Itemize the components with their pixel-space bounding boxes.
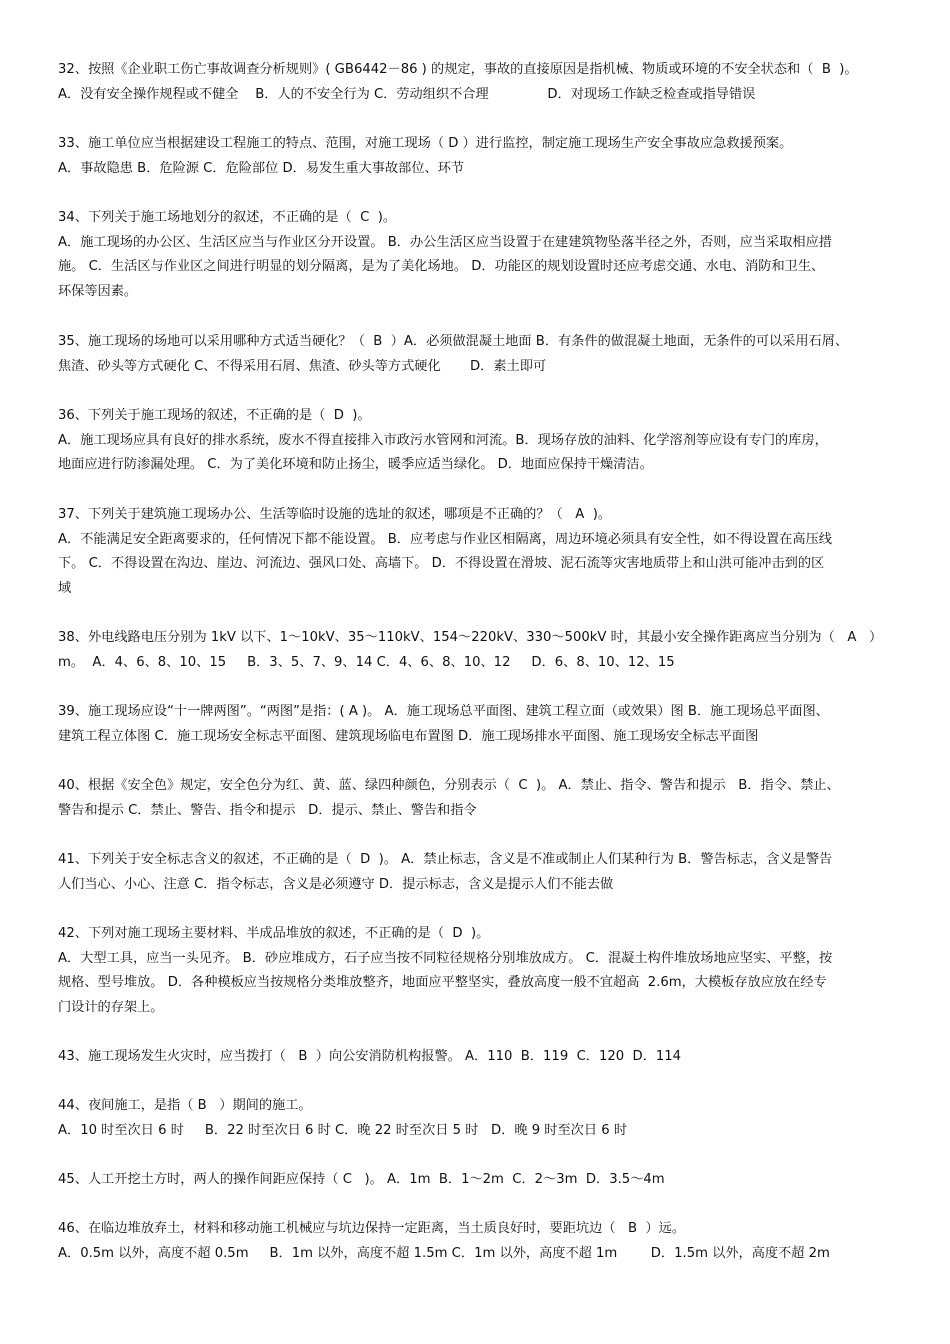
question-line: A．没有安全操作规程或不健全 B．人的不安全行为 C．劳动组织不合理 D．对现场工作缺乏检查或指导错误: [58, 86, 756, 102]
question-46: [58, 1217, 900, 1266]
question-line: 34、下列关于施工场地划分的叙述，不正确的是（ C )。: [58, 210, 397, 225]
question-39: [58, 700, 900, 749]
question-line: 42、下列对施工现场主要材料、半成品堆放的叙述，不正确的是（ D )。: [58, 926, 490, 941]
question-36: [58, 404, 900, 478]
question-line: 环保等因素。: [58, 283, 138, 299]
question-32: [58, 58, 900, 107]
question-line: 45、人工开挖土方时，两人的操作间距应保持（ C )。 A．1m B．1～2m C．2～3m D．3.5～4m: [58, 1172, 665, 1187]
question-line: 焦渣、砂头等方式硬化 C、不得采用石屑、焦渣、砂头等方式硬化 D．素土即可: [58, 358, 547, 374]
question-38: [58, 626, 900, 675]
question-line: 46、在临边堆放弃土，材料和移动施工机械应与坑边保持一定距离，当土质良好时，要距坑边（ B ）远。: [58, 1221, 686, 1236]
question-45: [58, 1168, 900, 1193]
question-line: 33、施工单位应当根据建设工程施工的特点、范围，对施工现场（ D ）进行监控，制定施工现场生产安全事故应急救援预案。: [58, 136, 793, 151]
question-line: 施。 C．生活区与作业区之间进行明显的划分隔离，是为了美化场地。 D．功能区的规划设置时还应考虑交通、水电、消防和卫生、: [58, 259, 825, 275]
question-line: 建筑工程立体图 C．施工现场安全标志平面图、建筑现场临电布置图 D．施工现场排水平面图、施工现场安全标志平面图: [58, 728, 759, 744]
question-line: 人们当心、小心、注意 C．指令标志，含义是必须遵守 D．提示标志，含义是提示人们不能去做: [58, 876, 614, 892]
question-43: [58, 1045, 900, 1070]
question-line: m。 A．4、6、8、10、15 B．3、5、7、9、14 C．4、6、8、10、12 D．6、8、10、12、15: [58, 654, 675, 670]
question-44: [58, 1094, 900, 1143]
question-line: A．0.5m 以外，高度不超 0.5m B．1m 以外，高度不超 1.5m C．1m 以外，高度不超 1m D．1.5m 以外，高度不超 2m: [58, 1245, 830, 1261]
question-33: [58, 132, 900, 181]
question-41: [58, 848, 900, 897]
question-line: 32、按照《企业职工伤亡事故调查分析规则》( GB6442－86 ) 的规定，事故的直接原因是指机械、物质或环境的不安全状态和（ B )。: [58, 62, 858, 77]
question-line: 36、下列关于施工现场的叙述，不正确的是（ D )。: [58, 408, 371, 423]
question-line: 43、施工现场发生火灾时，应当拨打（ B ）向公安消防机构报警。 A．110 B．119 C．120 D．114: [58, 1049, 682, 1064]
question-line: 44、夜间施工，是指（ B ）期间的施工。: [58, 1098, 312, 1113]
question-line: 40、根据《安全色》规定，安全色分为红、黄、蓝、绿四种颜色，分别表示（ C )。 A．禁止、指令、警告和提示 B．指令、禁止、: [58, 778, 840, 793]
question-line: 域: [58, 580, 72, 596]
question-line: A．施工现场的办公区、生活区应当与作业区分开设置。 B．办公生活区应当设置于在建建筑物坠落半径之外，否则，应当采取相应措: [58, 234, 832, 250]
question-line: 41、下列关于安全标志含义的叙述，不正确的是（ D )。 A．禁止标志，含义是不准或制止人们某种行为 B．警告标志，含义是警告: [58, 852, 833, 867]
question-line: 规格、型号堆放。 D．各种模板应当按规格分类堆放整齐，地面应平整坚实，叠放高度一般不宜超高 2.6m，大模板存放应放在经专: [58, 975, 827, 991]
question-line: A．事故隐患 B．危险源 C．危险部位 D．易发生重大事故部位、环节: [58, 160, 465, 176]
question-34: [58, 206, 900, 304]
question-line: A．施工现场应具有良好的排水系统，废水不得直接排入市政污水管网和河流。B．现场存放的油料、化学溶剂等应设有专门的库房，: [58, 432, 828, 448]
question-line: A．10 时至次日 6 时 B．22 时至次日 6 时 C．晚 22 时至次日 5 时 D．晚 9 时至次日 6 时: [58, 1122, 628, 1138]
question-line: 警告和提示 C．禁止、警告、指令和提示 D．提示、禁止、警告和指令: [58, 802, 477, 818]
question-42: [58, 922, 900, 1020]
question-line: A．不能满足安全距离要求的，任何情况下都不能设置。 B．应考虑与作业区相隔离，周边环境必须具有安全性，如不得设置在高压线: [58, 531, 832, 547]
question-line: 38、外电线路电压分别为 1kV 以下、1～10kV、35～110kV、154～220kV、330～500kV 时，其最小安全操作距离应当分别为（ A ）: [58, 630, 883, 645]
question-line: 下。 C．不得设置在沟边、崖边、河流边、强风口处、高墙下。 D．不得设置在滑坡、泥石流等灾害地质带上和山洪可能冲击到的区: [58, 556, 825, 572]
question-37: [58, 503, 900, 601]
question-line: 37、下列关于建筑施工现场办公、生活等临时设施的选址的叙述，哪项是不正确的？（ A )。: [58, 507, 612, 522]
question-40: [58, 774, 900, 823]
question-line: 35、施工现场的场地可以采用哪种方式适当硬化？（ B ）A．必须做混凝土地面 B．有条件的做混凝土地面，无条件的可以采用石屑、: [58, 334, 849, 349]
question-line: 地面应进行防渗漏处理。 C．为了美化环境和防止扬尘，暖季应适当绿化。 D．地面应保持干燥清洁。: [58, 457, 653, 473]
question-line: 门设计的存架上。: [58, 999, 164, 1015]
question-line: 39、施工现场应设“十一牌两图”。“两图”是指：( A )。 A．施工现场总平面图、建筑工程立面（或效果）图 B．施工现场总平面图、: [58, 704, 829, 719]
question-line: A．大型工具，应当一头见齐。 B．砂应堆成方，石子应当按不同粒径规格分别堆放成方。 C．混凝土构件堆放场地应坚实、平整，按: [58, 950, 833, 966]
question-35: [58, 330, 900, 379]
